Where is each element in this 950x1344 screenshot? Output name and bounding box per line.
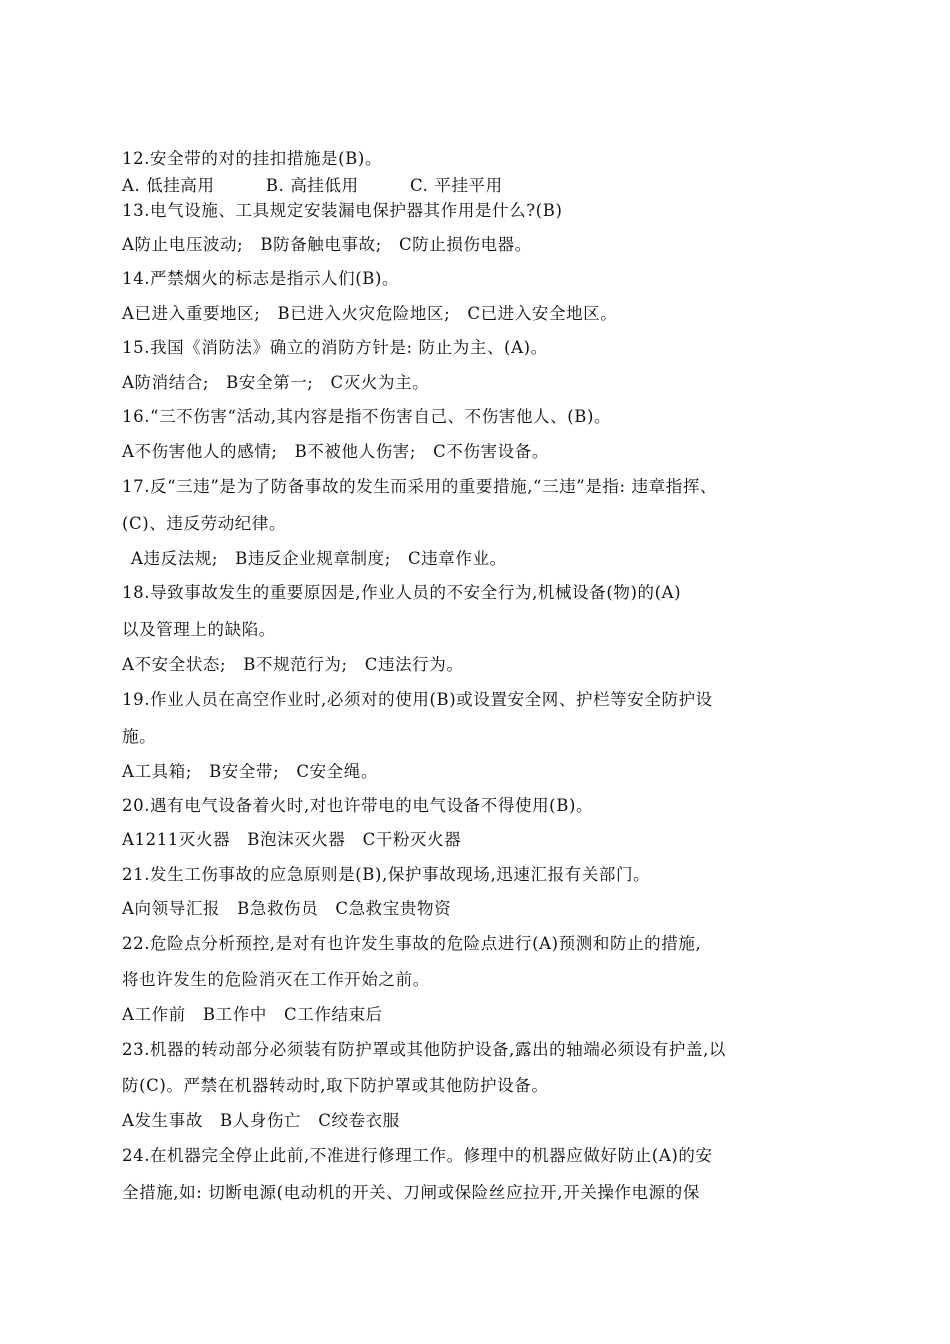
question-20: 20.遇有电气设备着火时,对也许带电的电气设备不得使用(B)。 [122,796,594,815]
options-23: A发生事故 B人身伤亡 C绞卷衣服 [122,1111,400,1130]
question-23: 23.机器的转动部分必须装有防护罩或其他防护设备,露出的轴端必须设有护盖,以 [122,1040,727,1059]
options-18: A不安全状态; B不规范行为; C违法行为。 [122,655,464,674]
options-17: A违反法规; B违反企业规章制度; C违章作业。 [131,549,507,568]
question-17-cont: (C)、违反劳动纪律。 [122,514,287,533]
question-22-cont: 将也许发生的危险消灭在工作开始之前。 [122,970,430,989]
options-12: A. 低挂高用 B. 高挂低用 C. 平挂平用 [122,176,503,195]
question-16: 16.“三不伤害“活动,其内容是指不伤害自己、不伤害他人、(B)。 [122,407,612,426]
options-19: A工具箱; B安全带; C安全绳。 [122,762,378,781]
question-17: 17.反“三违”是为了防备事故的发生而采用的重要措施,“三违”是指: 违章指挥、 [122,477,718,496]
question-13: 13.电气设施、工具规定安装漏电保护器其作用是什么?(B) [122,201,563,220]
question-14: 14.严禁烟火的标志是指示人们(B)。 [122,269,400,288]
question-18: 18.导致事故发生的重要原因是,作业人员的不安全行为,机械设备(物)的(A) [122,583,682,602]
question-15: 15.我国《消防法》确立的消防方针是: 防止为主、(A)。 [122,338,548,357]
options-15: A防消结合; B安全第一; C灭火为主。 [122,373,430,392]
options-14: A已进入重要地区; B已进入火灾危险地区; C已进入安全地区。 [122,304,618,323]
question-22: 22.危险点分析预控,是对有也许发生事故的危险点进行(A)预测和防止的措施, [122,934,702,953]
question-12: 12.安全带的对的挂扣措施是(B)。 [122,149,383,168]
question-23-cont: 防(C)。严禁在机器转动时,取下防护罩或其他防护设备。 [122,1076,549,1095]
question-24-cont: 全措施,如: 切断电源(电动机的开关、刀闸或保险丝应拉开,开关操作电源的保 [122,1183,700,1202]
question-19: 19.作业人员在高空作业时,必须对的使用(B)或设置安全网、护栏等安全防护设 [122,690,713,709]
question-19-cont: 施。 [122,727,157,746]
options-21: A向领导汇报 B急救伤员 C急救宝贵物资 [122,899,452,918]
options-13: A防止电压波动; B防备触电事故; C防止损伤电器。 [122,235,532,254]
question-24: 24.在机器完全停止此前,不准进行修理工作。修理中的机器应做好防止(A)的安 [122,1146,713,1165]
question-18-cont: 以及管理上的缺陷。 [122,620,276,639]
options-22: A工作前 B工作中 C工作结束后 [122,1005,383,1024]
options-16: A不伤害他人的感情; B不被他人伤害; C不伤害设备。 [122,442,549,461]
question-21: 21.发生工伤事故的应急原则是(B),保护事故现场,迅速汇报有关部门。 [122,865,651,884]
options-20: A1211灭火器 B泡沫灭火器 C干粉灭火器 [122,830,462,849]
